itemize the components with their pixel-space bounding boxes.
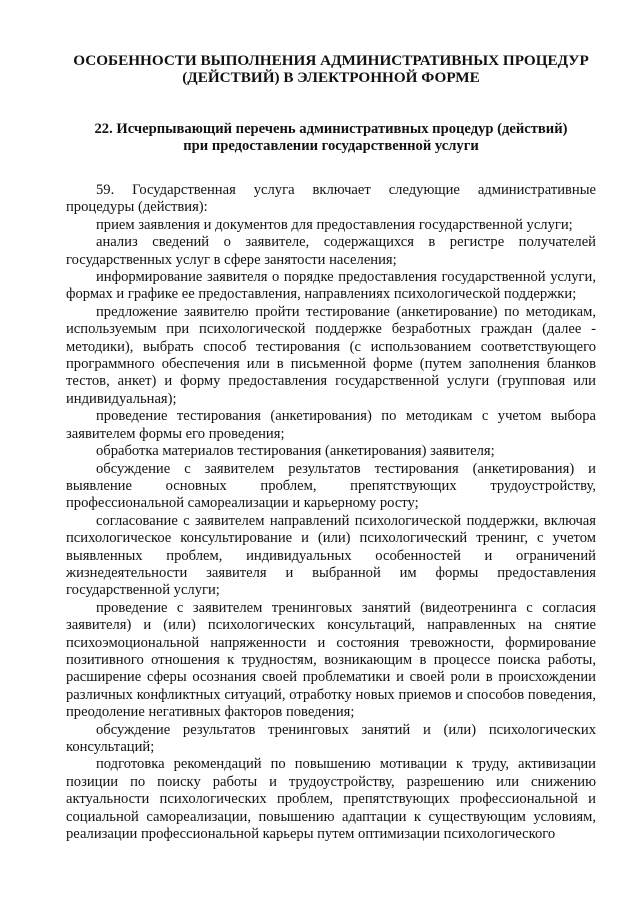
list-item-discussing-trainings: обсуждение результатов тренинговых занятий и (или) психологических консультаций; bbox=[66, 721, 596, 755]
section-heading-line-1: 22. Исчерпывающий перечень административных процедур (действий) bbox=[94, 121, 568, 137]
section-heading bbox=[66, 121, 596, 155]
document-body bbox=[66, 182, 596, 843]
document-page bbox=[66, 52, 596, 843]
document-title-line-1: ОСОБЕННОСТИ ВЫПОЛНЕНИЯ АДМИНИСТРАТИВНЫХ ПРОЦЕДУР bbox=[73, 52, 589, 69]
list-item-conducting-testing: проведение тестирования (анкетирования) по методикам с учетом выбора заявителем формы его проведения; bbox=[66, 408, 596, 442]
document-title-line-2: (ДЕЙСТВИЙ) В ЭЛЕКТРОННОЙ ФОРМЕ bbox=[182, 69, 480, 86]
list-item-recommendations: подготовка рекомендаций по повышению мотивации к труду, активизации позиции по поиску работы и трудоустройству, разрешению или снижению актуальности психологических проблем, препятствующих профессиональной и социальной самореализации, повышению адаптации к существующим условиям, реализации профессиональной карьеры путем оптимизации психологического bbox=[66, 756, 596, 843]
paragraph-59-intro: 59. Государственная услуга включает следующие административные процедуры (действия): bbox=[66, 182, 596, 216]
list-item-agreeing-directions: согласование с заявителем направлений психологической поддержки, включая психологическое консультирование и (или) психологический тренинг, с учетом выявленных проблем, индивидуальных особенностей и ограничений жизнедеятельности заявителя и выбранной им формы предоставления государственной услуги; bbox=[66, 512, 596, 599]
list-item-registry-analysis: анализ сведений о заявителе, содержащихся в регистре получателей государственных услуг в сфере занятости населения; bbox=[66, 234, 596, 268]
list-item-trainings-consultations: проведение с заявителем тренинговых занятий (видеотренинга с согласия заявителя) и (или) психологических консультаций, направленных на снятие психоэмоциональной напряженности и состояния тревожности, формирование позитивного отношения к трудностям, возникающим в процессе поиска работы, расширение сферы осознания своей проблематики и своей роли в происхождении различных конфликтных ситуаций, отработку новых приемов и способов поведения, преодоление негативных факторов поведения; bbox=[66, 599, 596, 721]
list-item-informing-applicant: информирование заявителя о порядке предоставления государственной услуги, формах и графике ее предоставления, направлениях психологической поддержки; bbox=[66, 269, 596, 303]
list-item-testing-offer: предложение заявителю пройти тестирование (анкетирование) по методикам, используемым при психологической поддержке безработных граждан (далее - методики), выбрать способ тестирования (с использованием соответствующего программного обеспечения или в письменной форме (путем заполнения бланков тестов, анкет) и форму предоставления государственной услуги (групповая или индивидуальная); bbox=[66, 303, 596, 407]
list-item-application-intake: прием заявления и документов для предоставления государственной услуги; bbox=[96, 216, 573, 233]
list-item-discussing-results: обсуждение с заявителем результатов тестирования (анкетирования) и выявление основных проблем, препятствующих трудоустройству, профессиональной самореализации и карьерному росту; bbox=[66, 460, 596, 512]
document-title bbox=[66, 52, 596, 86]
list-item-processing-materials: обработка материалов тестирования (анкетирования) заявителя; bbox=[96, 443, 495, 460]
section-heading-line-2: при предоставлении государственной услуги bbox=[183, 138, 479, 154]
